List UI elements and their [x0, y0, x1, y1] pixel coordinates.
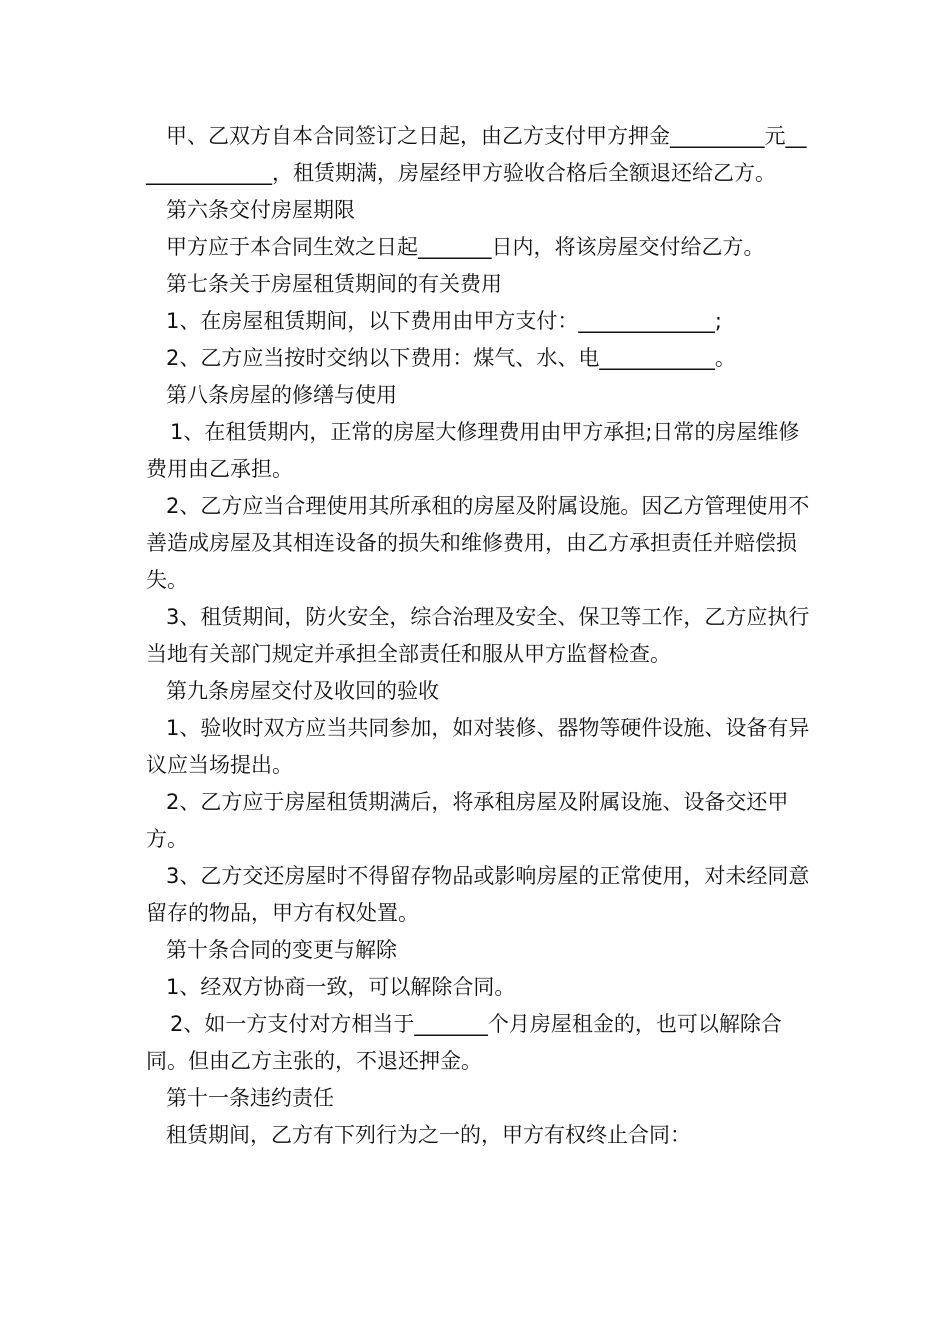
article-7-heading: 第七条关于房屋租赁期间的有关费用 — [166, 272, 502, 296]
article-11-paragraph: 租赁期间，乙方有下列行为之一的，甲方有权终止合同： — [166, 1123, 691, 1147]
article-7-item-2: 2、乙方应当按时交纳以下费用：煤气、水、电___________。 — [166, 346, 736, 370]
article-10-item-1: 1、经双方协商一致，可以解除合同。 — [166, 975, 516, 999]
article-8-heading: 第八条房屋的修缮与使用 — [166, 383, 397, 407]
article-8-item-1: 1、在租赁期内，正常的房屋大修理费用由甲方承担;日常的房屋维修费用由乙承担。 — [146, 420, 800, 481]
article-10-item-2: 2、如一方支付对方相当于_______个月房屋租金的，也可以解除合同。但由乙方主张的，不退还押金。 — [146, 1012, 782, 1073]
article-8-item-2: 2、乙方应当合理使用其所承租的房屋及附属设施。因乙方管理使用不善造成房屋及其相连设备的损失和维修费用，由乙方承担责任并赔偿损失。 — [146, 494, 810, 592]
article-7-item-1: 1、在房屋租赁期间，以下费用由甲方支付：_____________; — [166, 309, 722, 333]
article-10-heading: 第十条合同的变更与解除 — [166, 938, 397, 962]
article-9-heading: 第九条房屋交付及收回的验收 — [166, 679, 439, 703]
article-9-item-1: 1、验收时双方应当共同参加，如对装修、器物等硬件设施、设备有异议应当场提出。 — [146, 716, 810, 777]
article-11-heading: 第十一条违约责任 — [166, 1086, 334, 1110]
document-body — [146, 118, 814, 1154]
article-9-item-2: 2、乙方应于房屋租赁期满后，将承租房屋及附属设施、设备交还甲方。 — [146, 790, 789, 851]
article-8-item-3: 3、租赁期间，防火安全，综合治理及安全、保卫等工作，乙方应执行当地有关部门规定并承担全部责任和服从甲方监督检查。 — [146, 605, 810, 666]
article-9-item-3: 3、乙方交还房屋时不得留存物品或影响房屋的正常使用，对未经同意留存的物品，甲方有权处置。 — [146, 864, 810, 925]
article-6-heading: 第六条交付房屋期限 — [166, 198, 355, 222]
deposit-paragraph: 甲、乙双方自本合同签订之日起，由乙方支付甲方押金_________元______________，租赁期满，房屋经甲方验收合格后全额退还给乙方。 — [146, 124, 807, 185]
article-6-paragraph: 甲方应于本合同生效之日起_______日内，将该房屋交付给乙方。 — [166, 235, 765, 259]
